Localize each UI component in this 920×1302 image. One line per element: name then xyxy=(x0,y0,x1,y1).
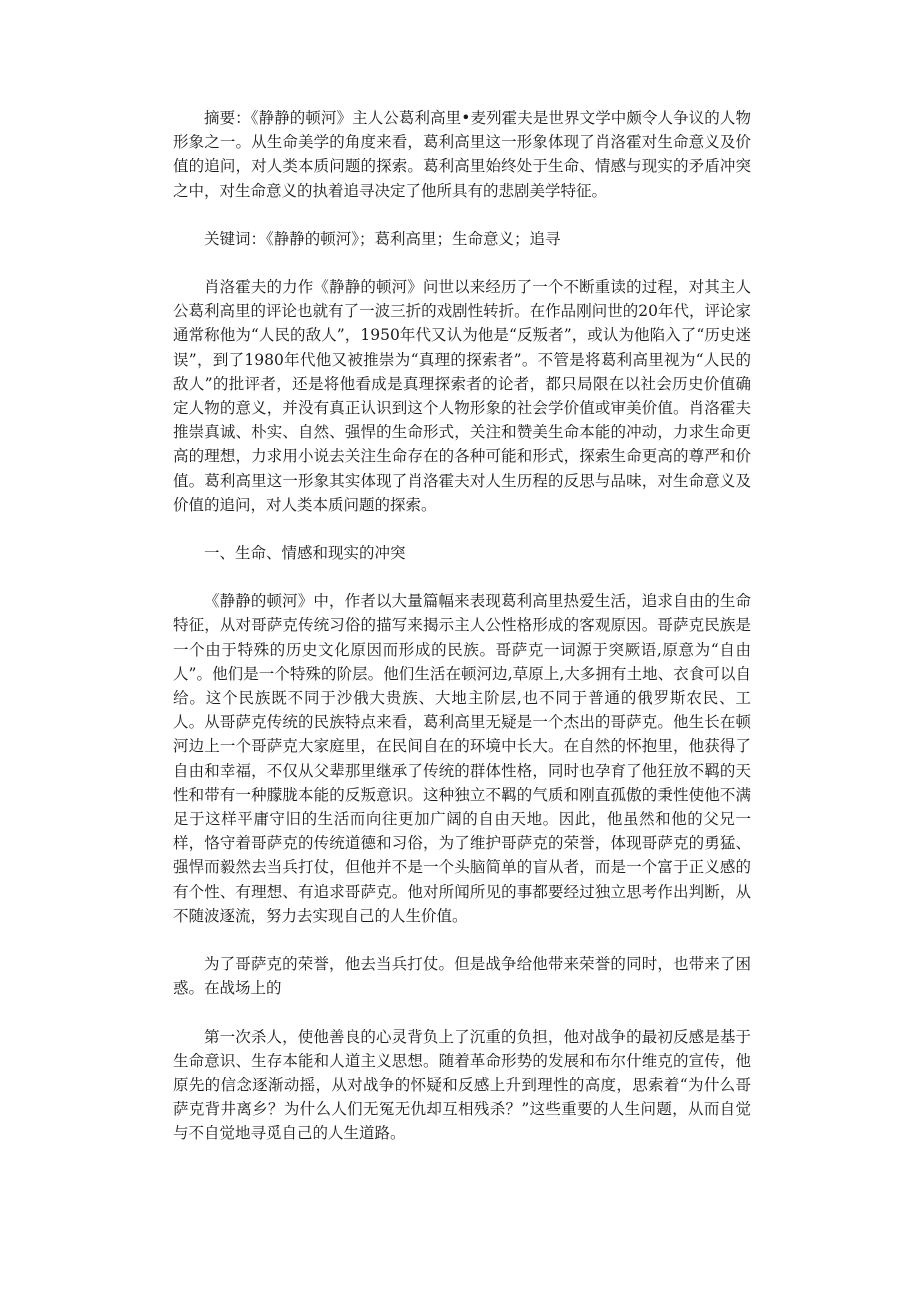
body-paragraph-1: 《静静的顿河》中，作者以大量篇幅来表现葛利高里热爱生活，追求自由的生命特征，从对哥萨克传统习俗的描写来揭示主人公性格形成的客观原因。哥萨克民族是一个由于特殊的历史文化原因而形成的民族。哥萨克一词源于突厥语,原意为“自由人”。他们是一个特殊的阶层。他们生活在顿河边,草原上,大多拥有土地、衣食可以自给。这个民族既不同于沙俄大贵族、大地主阶层,也不同于普通的俄罗斯农民、工人。从哥萨克传统的民族特点来看，葛利高里无疑是一个杰出的哥萨克。他生长在顿河边上一个哥萨克大家庭里，在民间自在的环境中长大。在自然的怀抱里，他获得了自由和幸福，不仅从父辈那里继承了传统的群体性格，同时也孕育了他狂放不羁的天性和带有一种朦胧本能的反叛意识。这种独立不羁的气质和刚直孤傲的秉性使他不满足于这样平庸守旧的生活而向往更加广阔的自由天地。因此，他虽然和他的父兄一样，恪守着哥萨克的传统道德和习俗，为了维护哥萨克的荣誉，体现哥萨克的勇猛、强悍而毅然去当兵打仗，但他并不是一个头脑简单的盲从者，而是一个富于正义感的有个性、有理想、有追求哥萨克。他对所闻所见的事都要经过独立思考作出判断，从不随波逐流，努力去实现自己的人生价值。 xyxy=(173,592,751,925)
abstract-paragraph: 摘要：《静静的顿河》主人公葛利高里•麦列霍夫是世界文学中颇令人争议的人物形象之一。从生命美学的角度来看，葛利高里这一形象体现了肖洛霍对生命意义及价值的追问，对人类本质问题的探索。葛利高里始终处于生命、情感与现实的矛盾冲突之中，对生命意义的执着追寻决定了他所具有的悲剧美学特征。 xyxy=(173,109,751,200)
body-paragraph-2: 为了哥萨克的荣誉，他去当兵打仗。但是战争给他带来荣誉的同时，也带来了困惑。在战场上的 xyxy=(173,955,751,998)
intro-paragraph: 肖洛霍夫的力作《静静的顿河》问世以来经历了一个不断重读的过程，对其主人公葛利高里的评论也就有了一波三折的戏剧性转折。在作品刚问世的20年代，评论家通常称他为“人民的敌人”，1950年代又认为他是“反叛者”，或认为他陷入了“历史迷误”，到了1980年代他又被推崇为“真理的探索者”。不管是将葛利高里视为“人民的敌人”的批评者，还是将他看成是真理探索者的论者，都只局限在以社会历史价值确定人物的意义，并没有真正认识到这个人物形象的社会学价值或审美价值。肖洛霍夫推崇真诚、朴实、自然、强悍的生命形式，关注和赞美生命本能的冲动，力求生命更高的理想，力求用小说去关注生命存在的各种可能和形式，探索生命更高的尊严和价值。葛利高里这一形象其实体现了肖洛霍夫对人生历程的反思与品味，对生命意义及价值的追问，对人类本质问题的探索。 xyxy=(173,278,751,514)
document-body xyxy=(173,106,751,1170)
keywords-paragraph: 关键词：《静静的顿河》；葛利高里；生命意义；追寻 xyxy=(204,229,561,248)
section-heading: 一、生命、情感和现实的冲突 xyxy=(204,544,406,563)
body-paragraph-3: 第一次杀人，使他善良的心灵背负上了沉重的负担，他对战争的最初反感是基于生命意识、生存本能和人道主义思想。随着革命形势的发展和布尔什维克的宣传，他原先的信念逐渐动摇，从对战争的怀疑和反感上升到理性的高度，思索着“为什么哥萨克背井离乡？为什么人们无冤无仇却互相残杀？”这些重要的人生问题，从而自觉与不自觉地寻觅自己的人生道路。 xyxy=(173,1027,751,1143)
